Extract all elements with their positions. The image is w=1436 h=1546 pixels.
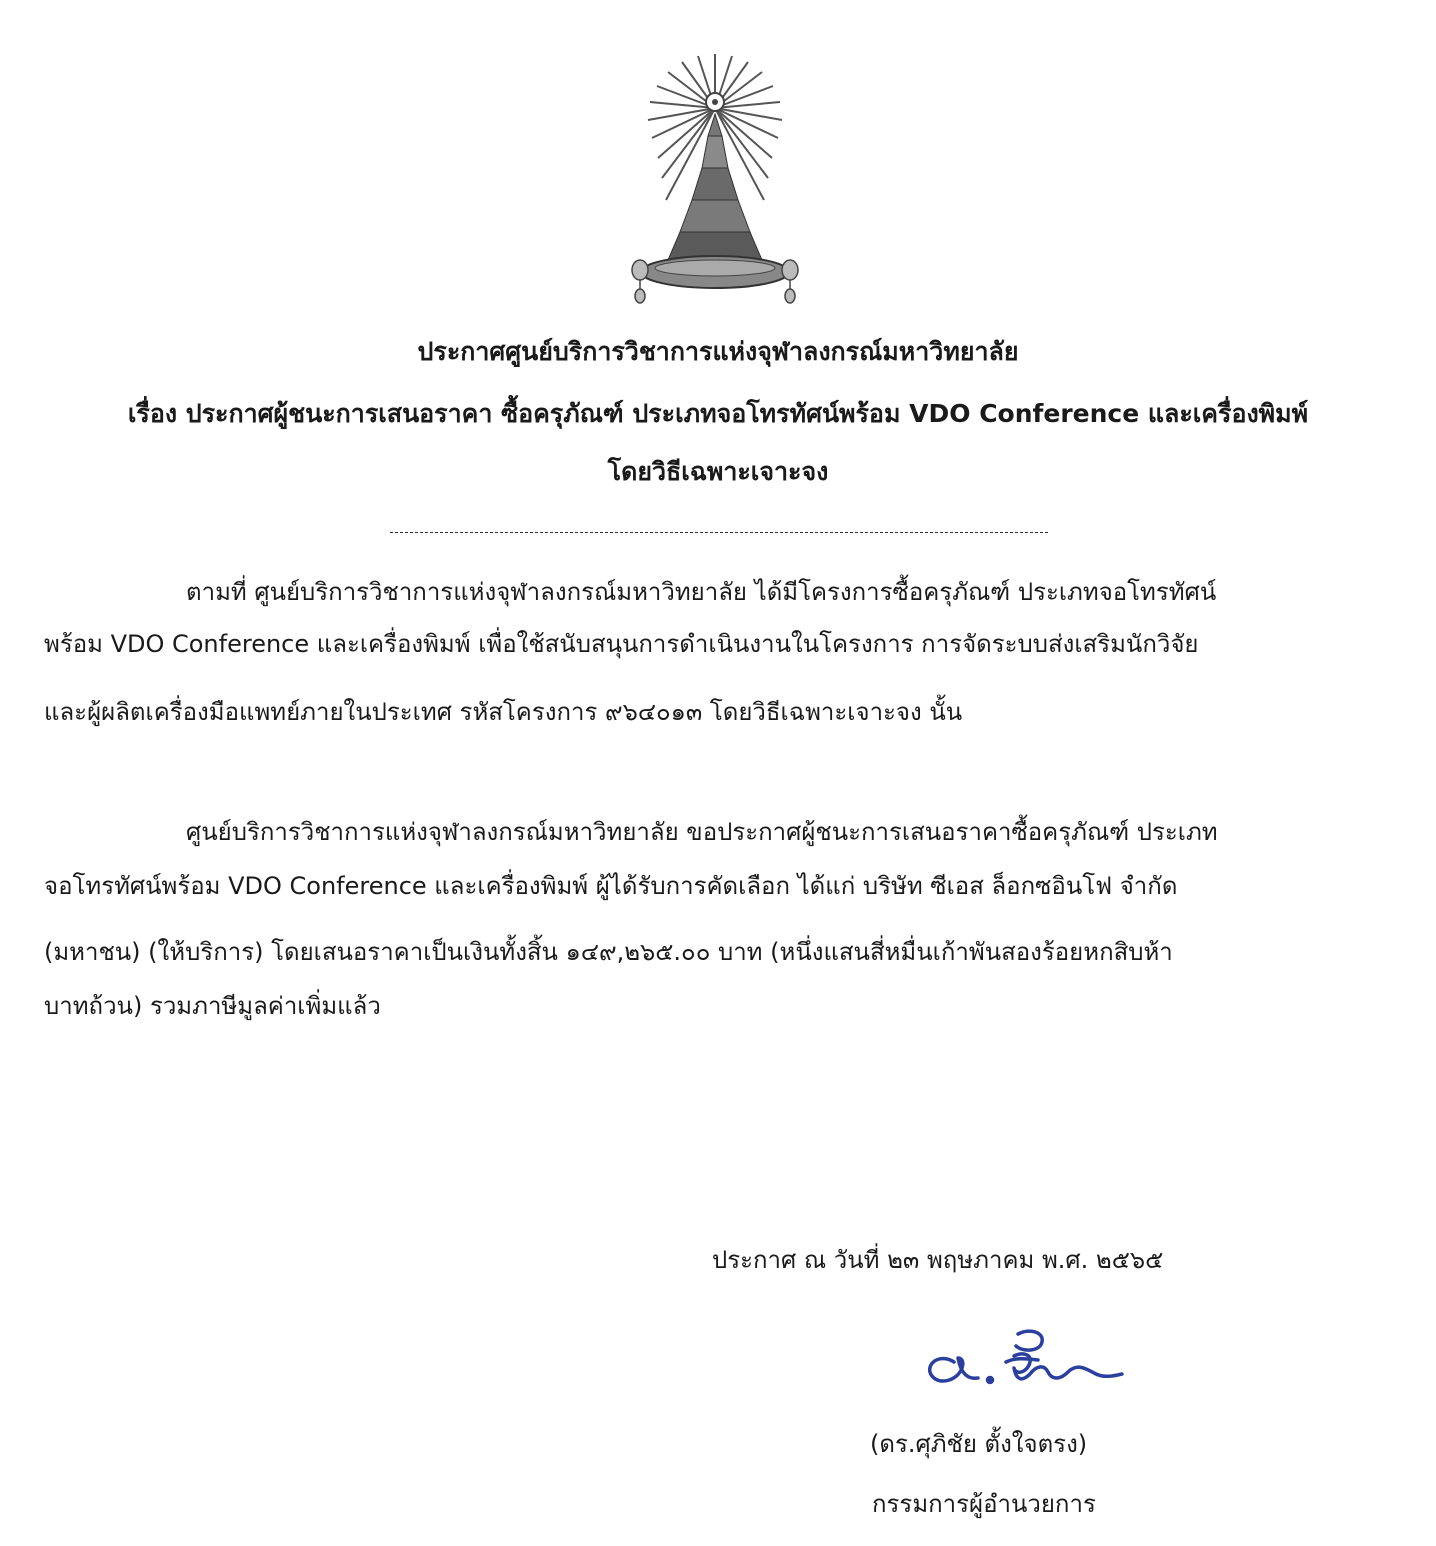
announcement-title: ประกาศศูนย์บริการวิชาการแห่งจุฬาลงกรณ์มหาวิทยาลัย (417, 337, 1019, 366)
procurement-method: โดยวิธีเฉพาะเจาะจง (607, 457, 829, 486)
paragraph-line: บาทถ้วน) รวมภาษีมูลค่าเพิ่มแล้ว (44, 992, 381, 1020)
announcement-subject: เรื่อง ประกาศผู้ชนะการเสนอราคา ซื้อครุภัณฑ์ ประเภทจอโทรทัศน์พร้อม VDO Conference และเครื่องพิมพ์ (127, 399, 1309, 428)
signer-position: กรรมการผู้อำนวยการ (872, 1490, 1096, 1518)
paragraph-line: (มหาชน) (ให้บริการ) โดยเสนอราคาเป็นเงินทั้งสิ้น ๑๔๙,๒๖๕.๐๐ บาท (หนึ่งแสนสี่หมื่นเก้าพันสองร้อยหกสิบห้า (44, 938, 1173, 966)
paragraph-line: จอโทรทัศน์พร้อม VDO Conference และเครื่องพิมพ์ ผู้ได้รับการคัดเลือก ได้แก่ บริษัท ซีเอส ล็อกซอินโฟ จำกัด (44, 872, 1178, 900)
paragraph-line: ศูนย์บริการวิชาการแห่งจุฬาลงกรณ์มหาวิทยาลัย ขอประกาศผู้ชนะการเสนอราคาซื้อครุภัณฑ์ ประเภท (186, 818, 1218, 846)
handwritten-signature-icon (918, 1322, 1128, 1394)
announcement-date: ประกาศ ณ วันที่ ๒๓ พฤษภาคม พ.ศ. ๒๕๖๕ (712, 1246, 1164, 1274)
paragraph-line: ตามที่ ศูนย์บริการวิชาการแห่งจุฬาลงกรณ์มหาวิทยาลัย ได้มีโครงการซื้อครุภัณฑ์ ประเภทจอโทรทัศน์ (186, 578, 1217, 606)
university-emblem-icon (622, 50, 808, 312)
divider-line (390, 532, 1048, 533)
signer-name: (ดร.ศุภิชัย ตั้งใจตรง) (870, 1430, 1088, 1458)
paragraph-line: พร้อม VDO Conference และเครื่องพิมพ์ เพื่อใช้สนับสนุนการดำเนินงานในโครงการ การจัดระบบส่งเสริมนักวิจัย (44, 630, 1199, 658)
paragraph-line: และผู้ผลิตเครื่องมือแพทย์ภายในประเทศ รหัสโครงการ ๙๖๔๐๑๓ โดยวิธีเฉพาะเจาะจง นั้น (44, 698, 963, 726)
